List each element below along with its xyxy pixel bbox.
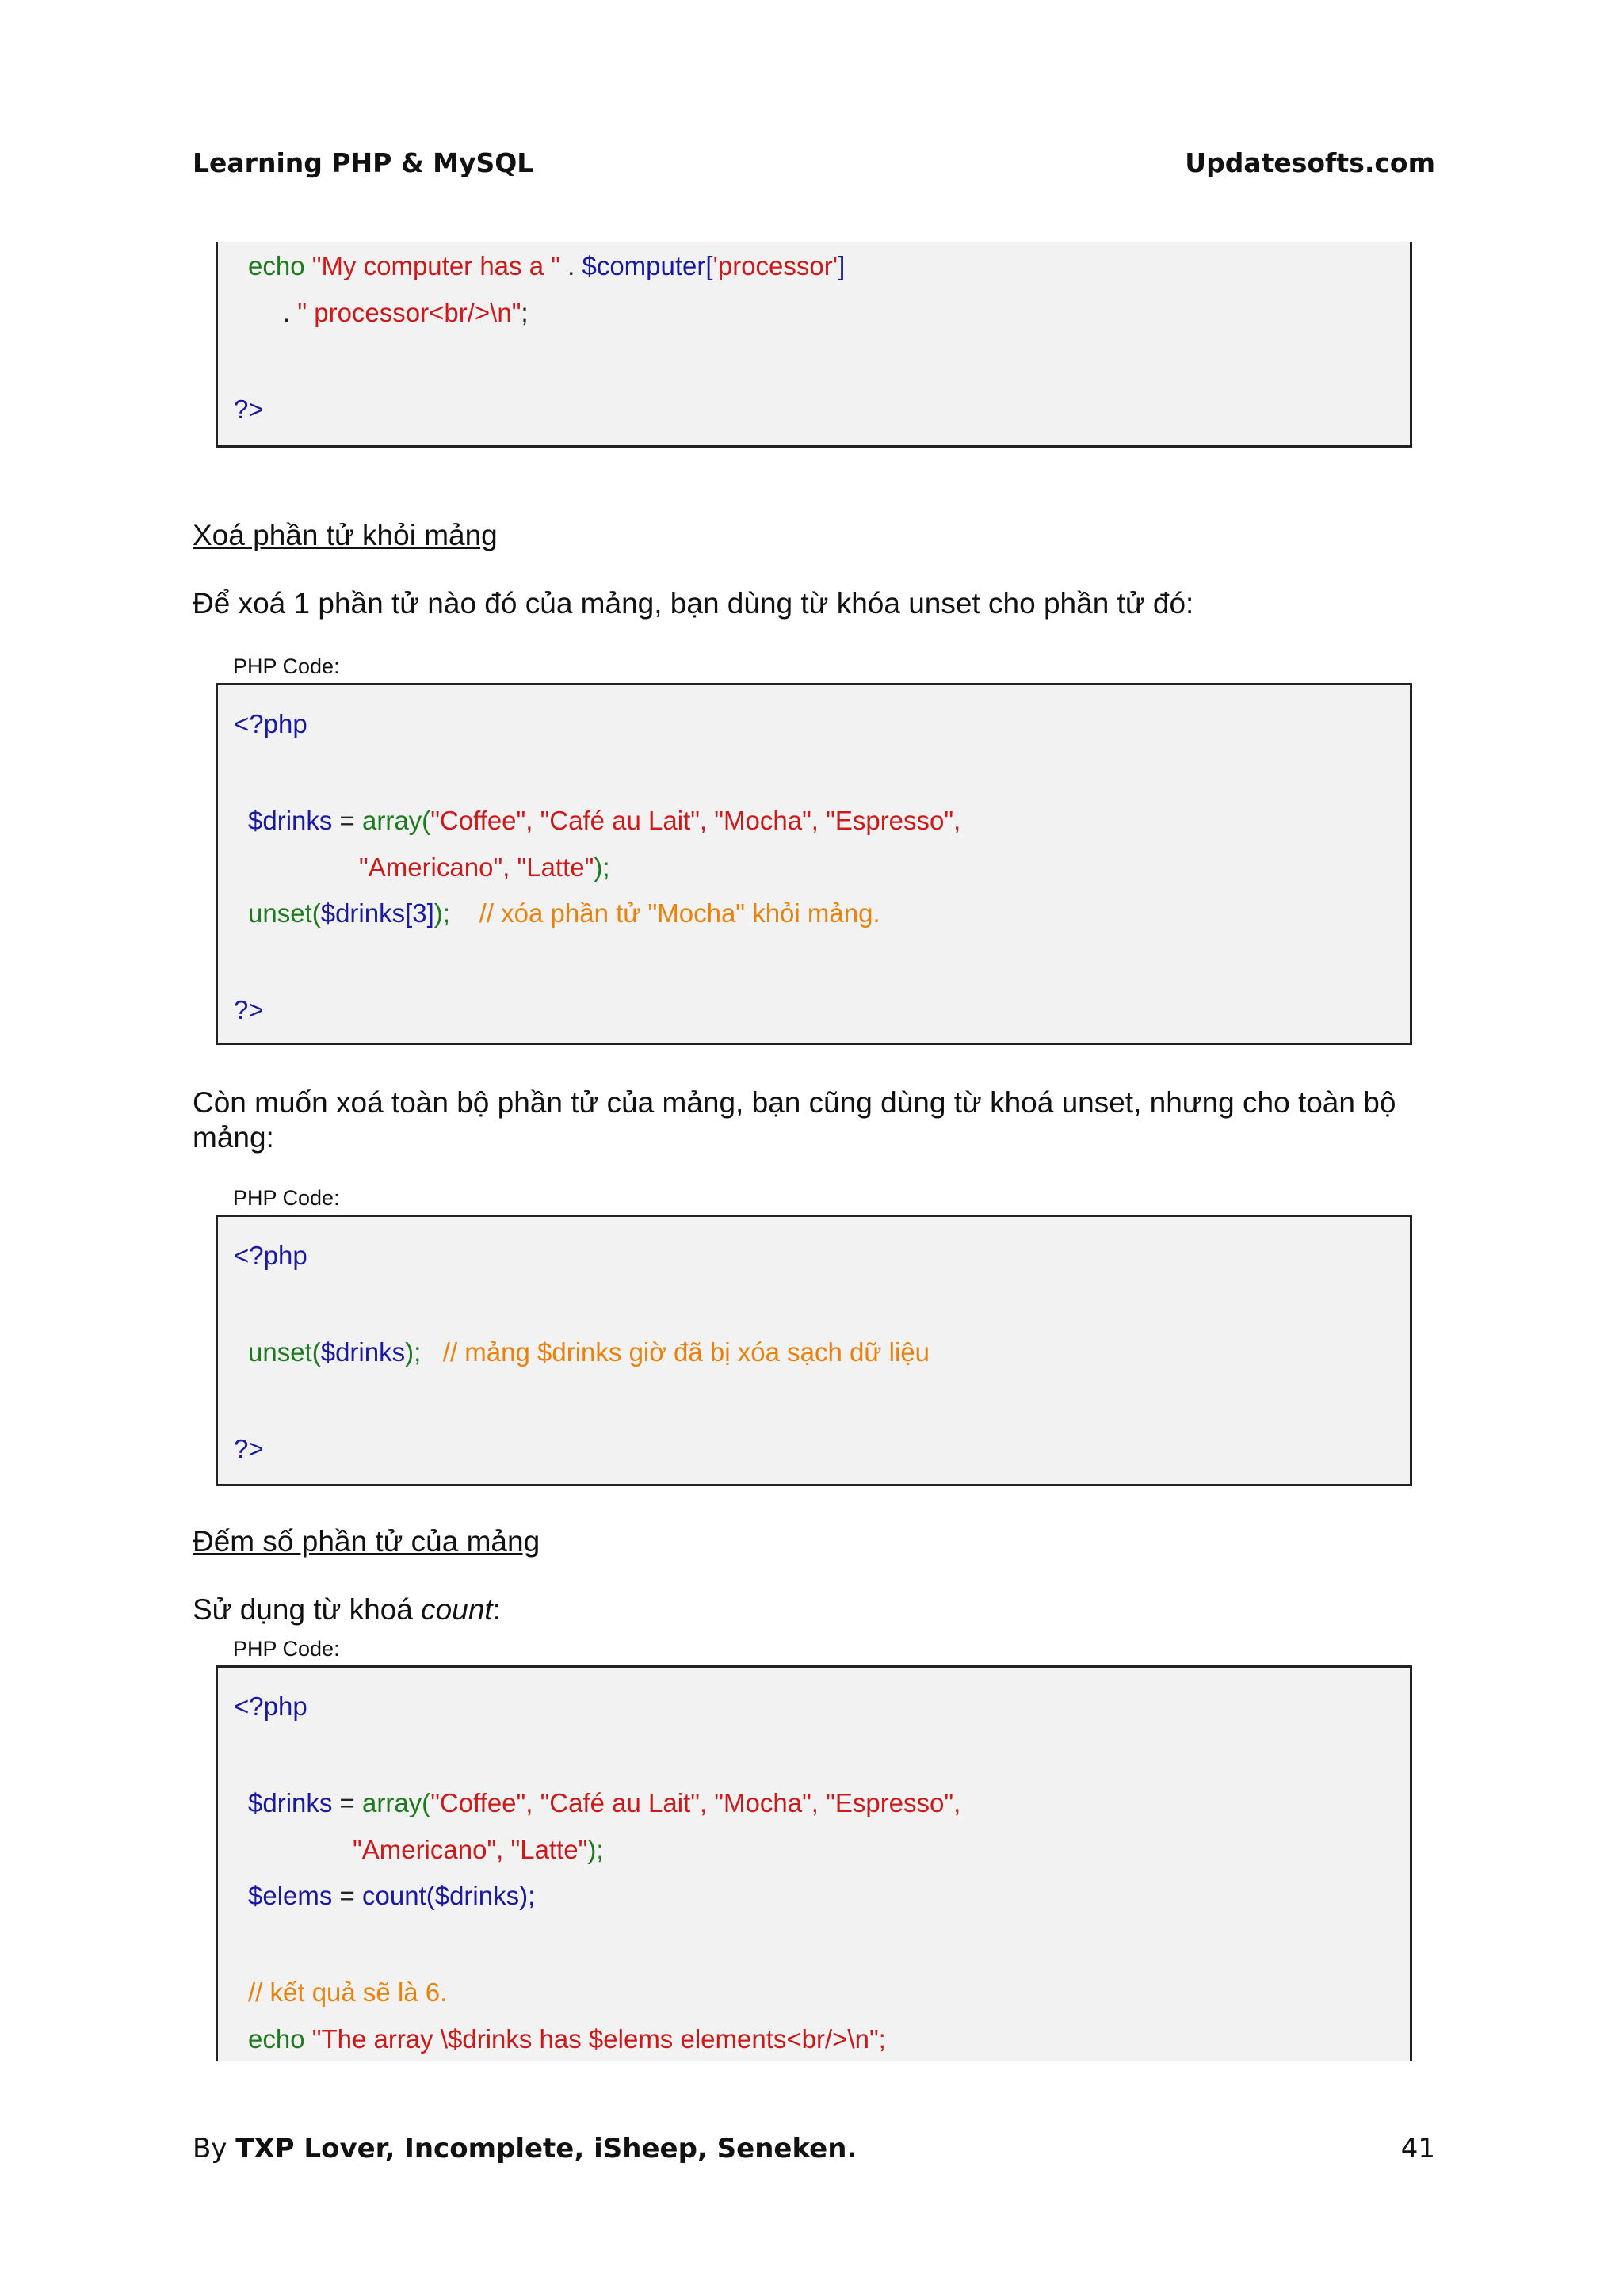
code-block-unset-array	[216, 1215, 1412, 1486]
code-variable: $elems	[248, 1881, 333, 1910]
code-operator: .	[283, 298, 298, 327]
code-string: 'processor'	[712, 251, 838, 280]
code-operator: =	[332, 1881, 362, 1910]
code-string: "Coffee", "Café au Lait", "Mocha", "Espresso",	[430, 1788, 961, 1817]
code-variable: $drinks[3]	[320, 898, 434, 928]
header-site: Updatesofts.com	[1185, 147, 1435, 178]
code-label: PHP Code:	[233, 654, 340, 678]
code-function: unset(	[248, 898, 321, 928]
code-operator: );	[587, 1835, 604, 1864]
code-line	[248, 253, 845, 279]
paragraph-unset-whole-array: Còn muốn xoá toàn bộ phần tử của mảng, bạn cũng dùng từ khoá unset, nhưng cho toàn bộ mảng:	[193, 1086, 1396, 1154]
code-bracket: ]	[838, 251, 846, 280]
page-header	[193, 147, 1435, 178]
code-comment: // xóa phần tử "Mocha" khỏi mảng.	[479, 898, 880, 928]
code-string: "Americano", "Latte"	[353, 1835, 588, 1864]
code-variable: $drinks	[248, 806, 333, 835]
code-comment: // kết quả sẽ là 6.	[248, 1978, 448, 2007]
code-line	[353, 1836, 604, 1863]
code-string: " processor<br/>\n"	[297, 298, 521, 327]
code-block-count	[216, 1665, 1412, 2061]
paragraph-remove-element: Để xoá 1 phần tử nào đó của mảng, bạn dùng từ khóa unset cho phần tử đó:	[193, 587, 1194, 620]
code-function: count(	[362, 1881, 435, 1910]
code-operator: );	[594, 852, 610, 882]
code-line	[248, 807, 960, 833]
code-operator: =	[332, 806, 362, 835]
code-block-continued	[216, 242, 1412, 448]
code-variable: $drinks	[248, 1788, 333, 1817]
code-open-tag: <?php	[234, 1241, 307, 1270]
code-string: "The array \$drinks has $elems elements<br/>\n"	[304, 2024, 879, 2054]
code-close-tag: ?>	[234, 1434, 264, 1463]
footer-credits: By TXP Lover, Incomplete, iSheep, Seneken.	[193, 2133, 857, 2164]
header-title: Learning PHP & MySQL	[193, 147, 534, 178]
code-close-tag: ?>	[234, 395, 264, 424]
code-operator: );	[433, 898, 450, 928]
code-function: array(	[362, 806, 431, 835]
code-string: "My computer has a "	[304, 251, 560, 280]
section-heading-remove-element: Xoá phần tử khỏi mảng	[193, 519, 498, 551]
code-operator: );	[405, 1337, 422, 1367]
code-line	[248, 2026, 886, 2052]
code-operator: ;	[878, 2024, 886, 2054]
code-variable: $computer[	[582, 251, 713, 280]
code-operator: .	[559, 251, 582, 280]
code-function: array(	[362, 1788, 431, 1817]
code-string: "Americano", "Latte"	[359, 852, 594, 882]
code-line	[359, 854, 610, 880]
code-operator: =	[332, 1788, 362, 1817]
code-function: unset(	[248, 1337, 321, 1367]
code-keyword: echo	[248, 251, 305, 280]
code-open-tag: <?php	[234, 1691, 307, 1721]
code-variable: $drinks	[320, 1337, 406, 1367]
code-open-tag: <?php	[234, 709, 307, 738]
code-line	[248, 900, 880, 926]
code-close-tag: ?>	[234, 995, 264, 1024]
code-operator: );	[519, 1881, 536, 1910]
page-number: 41	[1400, 2133, 1435, 2164]
code-label: PHP Code:	[233, 1186, 340, 1210]
page-footer	[193, 2133, 1435, 2164]
paragraph-count: Sử dụng từ khoá count:	[193, 1593, 501, 1626]
code-line	[248, 1339, 930, 1365]
code-line	[248, 1882, 535, 1909]
keyword-count: count	[421, 1593, 493, 1626]
code-line	[283, 299, 529, 326]
code-string: "Coffee", "Café au Lait", "Mocha", "Espresso",	[430, 806, 961, 835]
code-keyword: echo	[248, 2024, 305, 2054]
code-block-unset-element	[216, 683, 1412, 1045]
code-comment: // mảng $drinks giờ đã bị xóa sạch dữ liệu	[442, 1337, 930, 1367]
code-operator: ;	[521, 298, 529, 327]
code-variable: $drinks	[434, 1881, 520, 1910]
section-heading-count-elements: Đếm số phần tử của mảng	[193, 1525, 540, 1558]
code-label: PHP Code:	[233, 1637, 340, 1661]
code-line	[248, 1790, 960, 1816]
footer-authors: TXP Lover, Incomplete, iSheep, Seneken.	[235, 2133, 857, 2164]
